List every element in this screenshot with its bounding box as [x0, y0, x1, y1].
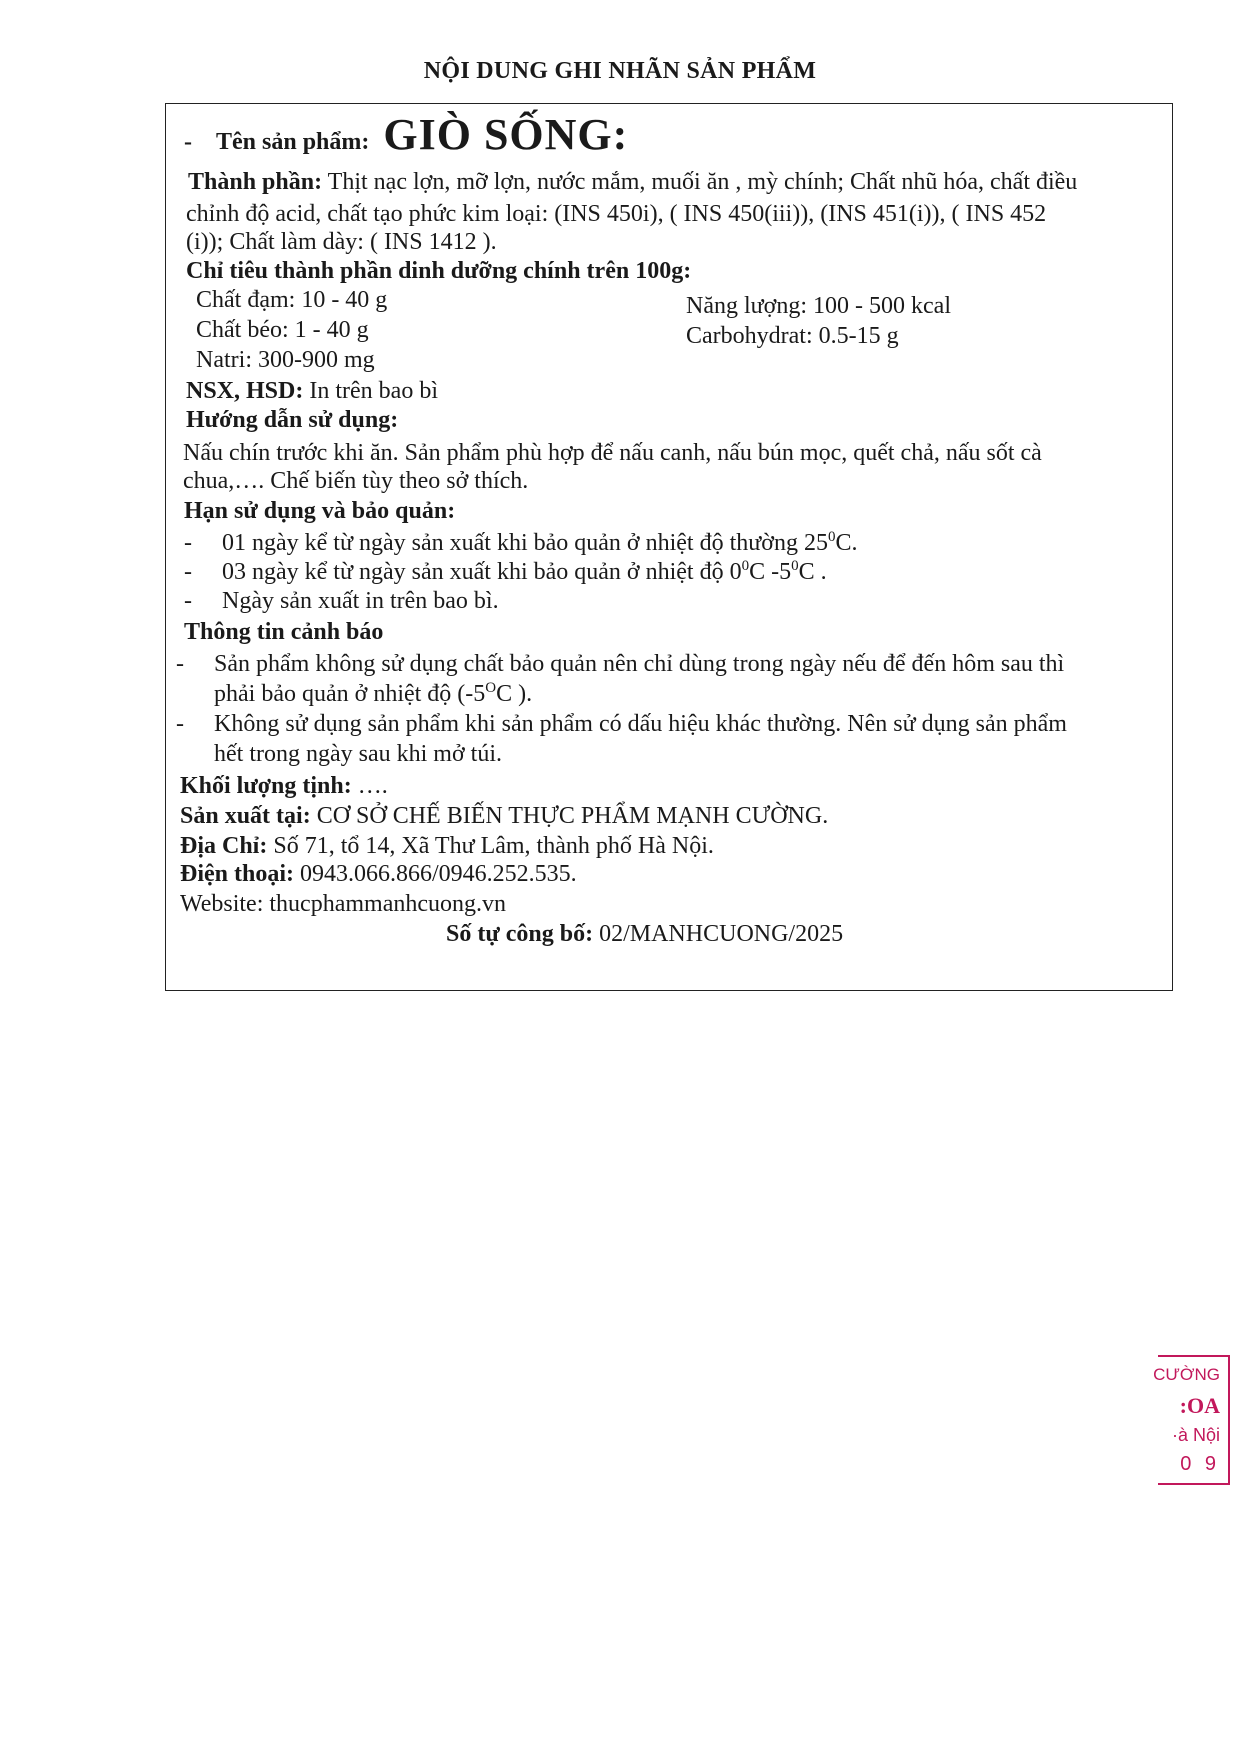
nutrition-sodium: Natri: 300-900 mg	[196, 347, 375, 373]
product-dash: -	[184, 129, 192, 155]
stamp-line-2: :OA	[1179, 1393, 1220, 1418]
nutrition-heading: Chỉ tiêu thành phần dinh dưỡng chính trên 100g:	[186, 258, 692, 284]
usage-heading: Hướng dẫn sử dụng:	[186, 407, 399, 433]
ingredients-label: Thành phần:	[188, 169, 323, 195]
storage-heading: Hạn sử dụng và bảo quản:	[184, 498, 456, 524]
product-name-line	[184, 112, 628, 165]
warning-heading: Thông tin cảnh báo	[184, 619, 384, 645]
website-line: Website: thucphammanhcuong.vn	[180, 891, 507, 917]
storage-item-1: - 01 ngày kể từ ngày sản xuất khi bảo quản ở nhiệt độ thường $25^0C$.	[184, 529, 858, 556]
warning-item-1-line-2: phải bảo quản ở nhiệt độ ($-5^OC$ ).	[214, 680, 533, 707]
stamp-line-1: CƯỜNG	[1153, 1365, 1220, 1384]
ingredients-line-3: (i)); Chất làm dày: ( INS 1412 ).	[186, 229, 497, 255]
dates-line	[186, 379, 438, 403]
ingredients-text-1: Thịt nạc lợn, mỡ lợn, nước mắm, muối ăn , mỳ chính; Chất nhũ hóa, chất điều	[327, 169, 1078, 195]
product-label: Tên sản phẩm:	[216, 129, 370, 155]
address-line: Địa Chỉ: Số 71, tổ 14, Xã Thư Lâm, thành phố Hà Nội.	[180, 833, 714, 859]
warning-item-2-line-1: - Không sử dụng sản phẩm khi sản phẩm có dấu hiệu khác thường. Nên sử dụng sản phẩm	[176, 711, 1067, 737]
page-title: NỘI DUNG GHI NHÃN SẢN PHẨM	[423, 58, 817, 84]
label-content-box	[165, 103, 1173, 991]
producer-line: Sản xuất tại: CƠ SỞ CHẾ BIẾN THỰC PHẨM MẠNH CƯỜNG.	[180, 803, 829, 829]
nutrition-energy: Năng lượng: 100 - 500 kcal	[686, 293, 951, 319]
product-name: GIÒ SỐNG:	[383, 110, 629, 159]
nutrition-fat: Chất béo: 1 - 40 g	[196, 317, 369, 343]
declaration-line: Số tự công bố: 02/MANHCUONG/2025	[446, 921, 844, 947]
dates-label: NSX, HSD:	[186, 378, 304, 404]
usage-line-1: Nấu chín trước khi ăn. Sản phẩm phù hợp để nấu canh, nấu bún mọc, quết chả, nấu sốt cà	[183, 440, 1042, 466]
storage-item-2: - 03 ngày kể từ ngày sản xuất khi bảo quản ở nhiệt độ $0^0C$ $-5^0C$ .	[184, 558, 827, 585]
usage-line-2: chua,…. Chế biến tùy theo sở thích.	[183, 468, 529, 494]
stamp-line-4: 0 9	[1180, 1453, 1220, 1475]
ingredients-line-1	[188, 170, 1077, 194]
nutrition-carbs: Carbohydrat: 0.5-15 g	[686, 323, 899, 349]
warning-item-2-line-2: hết trong ngày sau khi mở túi.	[214, 741, 502, 767]
phone-line: Điện thoại: 0943.066.866/0946.252.535.	[180, 861, 577, 887]
ingredients-line-2: chỉnh độ acid, chất tạo phức kim loại: (INS 450i), ( INS 450(iii)), (INS 451(i)), ( INS 452	[186, 201, 1047, 227]
stamp-line-3: ·à Nội	[1171, 1425, 1220, 1445]
dates-value: In trên bao bì	[309, 378, 438, 404]
warning-item-1-line-1: - Sản phẩm không sử dụng chất bảo quản nên chỉ dùng trong ngày nếu để đến hôm sau thì	[176, 651, 1065, 677]
company-stamp	[1153, 1355, 1230, 1485]
storage-item-3: - Ngày sản xuất in trên bao bì.	[184, 588, 499, 614]
nutrition-protein: Chất đạm: 10 - 40 g	[196, 287, 388, 313]
net-weight-line: Khối lượng tịnh: ….	[180, 773, 388, 799]
